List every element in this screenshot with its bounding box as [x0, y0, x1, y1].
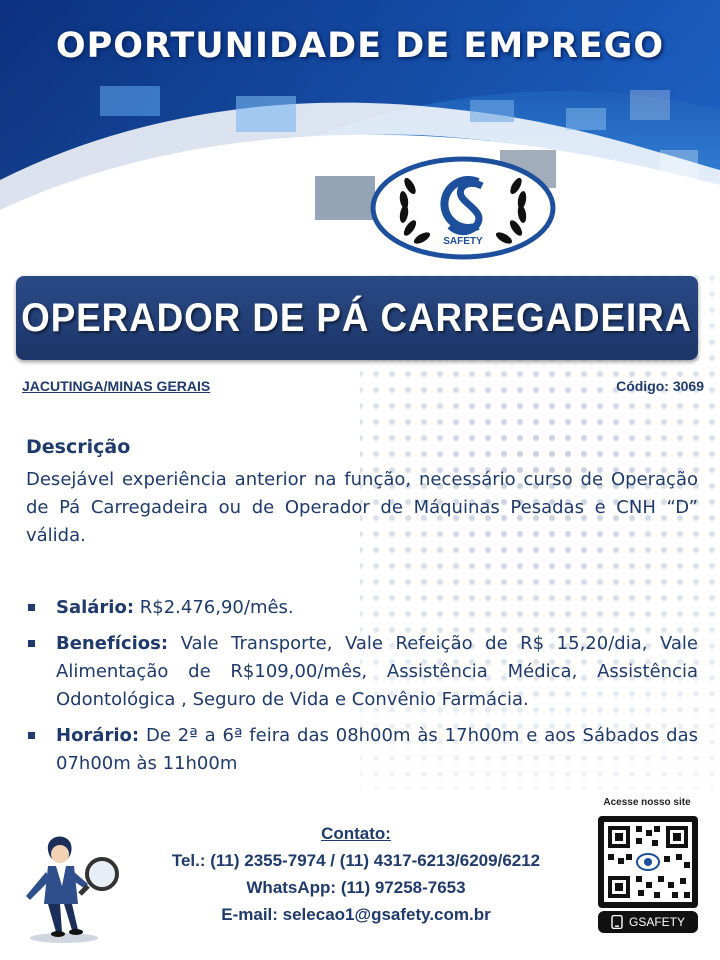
bullet-square-icon: [28, 732, 35, 739]
list-item: [26, 594, 698, 622]
poster-title: OPORTUNIDADE DE EMPREGO: [55, 26, 665, 66]
bullet-label: Horário:: [56, 725, 140, 746]
job-code: Código: 3069: [616, 378, 704, 394]
gsafety-badge-label: GSAFETY: [628, 915, 685, 929]
bullet-square-icon: [28, 604, 35, 611]
bullet-text: Vale Transporte, Vale Refeição de R$ 15,20/dia, Vale Alimentação de R$109,00/mês, Assistência Médica, Assistência Odontológica , Seguro de Vida e Convênio Farmácia.: [56, 633, 698, 710]
qr-caption: Acesse nosso site: [603, 797, 691, 808]
list-item: [26, 722, 698, 778]
bullet-text: R$2.476,90/mês.: [134, 597, 294, 618]
list-item: [26, 630, 698, 714]
contact-email[interactable]: E-mail: selecao1@gsafety.com.br: [221, 905, 491, 924]
job-title-banner: [16, 276, 698, 360]
gsafety-badge[interactable]: [598, 911, 698, 933]
job-title: OPERADOR DE PÁ CARREGADEIRA: [21, 295, 693, 340]
phone-icon: [611, 915, 623, 929]
contact-phone[interactable]: Tel.: (11) 2355-7974 / (11) 4317-6213/6209/6212: [171, 851, 541, 870]
bullet-label: Salário:: [56, 597, 135, 618]
logo-tagline: SAFETY: [443, 236, 483, 247]
bullet-label: Benefícios:: [56, 633, 169, 654]
bullet-square-icon: [28, 640, 35, 647]
benefits-list: [26, 594, 698, 786]
qr-code-icon[interactable]: [598, 816, 698, 908]
description-text: Desejável experiência anterior na função, necessário curso de Operação de Pá Carregadeira ou de Operador de Máquinas Pesadas e CNH “D” válida.: [26, 469, 698, 546]
contact-heading: Contato:: [321, 824, 391, 843]
contact-block: [120, 820, 592, 928]
bullet-text: De 2ª a 6ª feira das 08h00m às 17h00m e aos Sábados das 07h00m às 11h00m: [56, 725, 698, 774]
description-heading: Descrição: [26, 436, 131, 458]
job-location: JACUTINGA/MINAS GERAIS: [22, 378, 211, 394]
magnifier-person-icon: [18, 826, 122, 946]
contact-whatsapp[interactable]: WhatsApp: (11) 97258-7653: [246, 878, 466, 897]
